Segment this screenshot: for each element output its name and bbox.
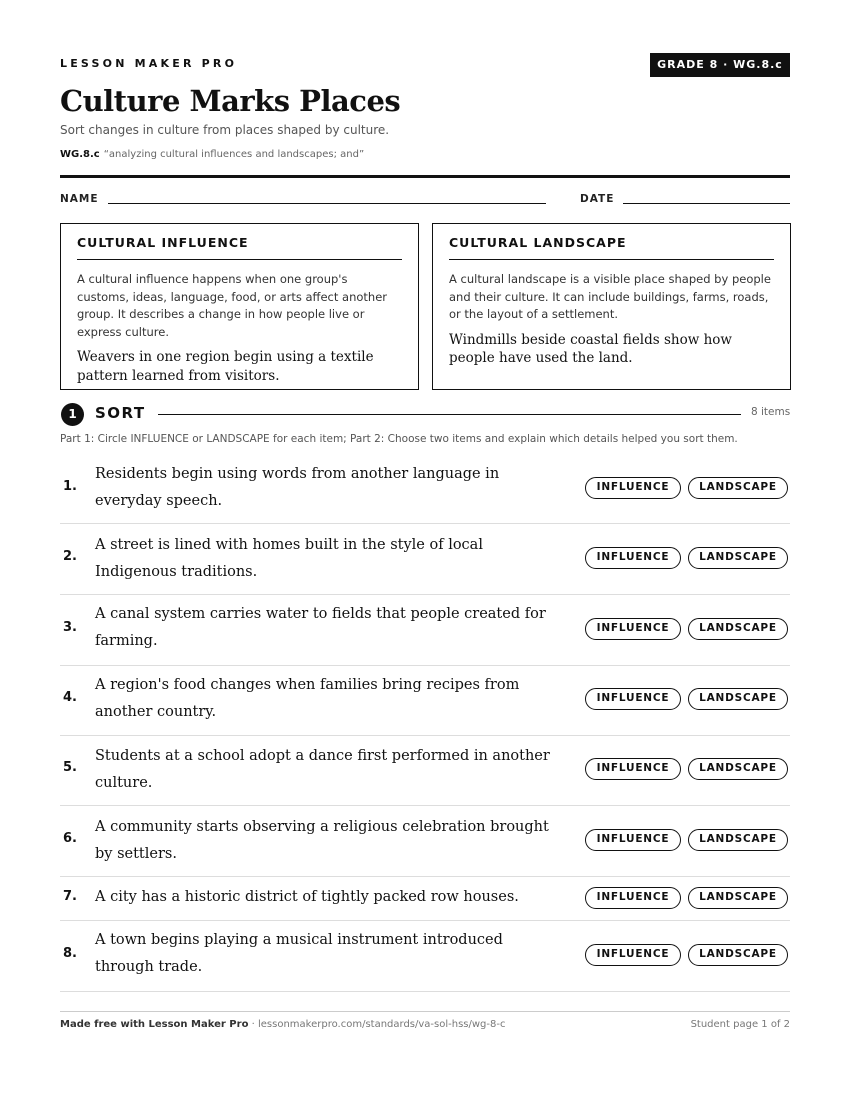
sort-item-8 [60,921,790,992]
item-number: 4. [63,690,77,705]
name-label: NAME [60,193,99,205]
footer-credit [60,1019,505,1030]
influence-option[interactable]: INFLUENCE [585,547,681,569]
item-number: 6. [63,831,77,846]
influence-option[interactable]: INFLUENCE [585,688,681,710]
landscape-option[interactable]: LANDSCAPE [688,829,788,851]
footer-url[interactable]: lessonmakerpro.com/standards/va-sol-hss/wg-8-c [257,1019,506,1030]
card-example: Windmills beside coastal fields show how people have used the land. [449,331,732,366]
influence-option[interactable]: INFLUENCE [585,618,681,640]
landscape-option[interactable]: LANDSCAPE [688,688,788,710]
item-text: Residents begin using words from another language in everyday speech. [95,466,500,509]
influence-option[interactable]: INFLUENCE [585,887,681,909]
item-number: 1. [63,479,77,494]
standard-text: “analyzing cultural influences and landscapes; and” [103,149,365,160]
item-text: A canal system carries water to fields that people created for farming. [95,606,546,649]
card-cultural-landscape [432,223,791,390]
standard-code: WG.8.c [60,149,100,160]
item-text: Students at a school adopt a dance first performed in another culture. [95,748,550,791]
landscape-option[interactable]: LANDSCAPE [688,944,788,966]
page-title: Culture Marks Places [60,84,401,118]
item-text: A street is lined with homes built in the style of local Indigenous traditions. [95,537,483,580]
footer-separator: · [248,1019,258,1030]
standard-reference [60,149,364,160]
item-text: A town begins playing a musical instrument introduced through trade. [95,932,503,975]
card-description: A cultural influence happens when one group's customs, ideas, language, food, or arts affect another group. It describes a change in how people live or express culture. [77,272,388,339]
sort-item-5 [60,736,790,806]
sort-item-1 [60,458,790,524]
footer-divider [60,1011,790,1012]
section-number-badge: 1 [61,403,84,426]
sort-item-3 [60,595,790,666]
item-text: A community starts observing a religious celebration brought by settlers. [95,819,549,862]
item-number: 5. [63,760,77,775]
item-number: 7. [63,889,77,904]
influence-option[interactable]: INFLUENCE [585,477,681,499]
section-instructions: Part 1: Circle INFLUENCE or LANDSCAPE for each item; Part 2: Choose two items and explain which details helped you sort them. [60,433,738,445]
influence-option[interactable]: INFLUENCE [585,829,681,851]
header-divider [60,175,790,178]
sort-item-7 [60,877,790,921]
card-title: CULTURAL INFLUENCE [77,235,402,260]
influence-option[interactable]: INFLUENCE [585,758,681,780]
item-number: 3. [63,620,77,635]
landscape-option[interactable]: LANDSCAPE [688,618,788,640]
footer-made-with: Made free with Lesson Maker Pro [60,1019,249,1030]
sort-item-2 [60,524,790,595]
card-cultural-influence [60,223,419,390]
page-subtitle: Sort changes in culture from places shaped by culture. [60,123,390,137]
name-write-line[interactable] [108,203,546,204]
influence-option[interactable]: INFLUENCE [585,944,681,966]
footer-page-number: Student page 1 of 2 [690,1019,790,1030]
landscape-option[interactable]: LANDSCAPE [688,547,788,569]
date-write-line[interactable] [623,203,790,204]
date-label: DATE [580,193,615,205]
sort-item-4 [60,666,790,736]
item-text: A region's food changes when families bring recipes from another country. [95,677,520,720]
item-number: 8. [63,946,77,961]
section-item-count: 8 items [751,406,791,418]
section-title: SORT [95,404,146,422]
grade-badge: GRADE 8 · WG.8.c [650,53,790,77]
landscape-option[interactable]: LANDSCAPE [688,477,788,499]
card-title: CULTURAL LANDSCAPE [449,235,774,260]
section-divider [158,414,741,415]
landscape-option[interactable]: LANDSCAPE [688,758,788,780]
item-text: A city has a historic district of tightly packed row houses. [95,889,519,905]
sort-item-6 [60,806,790,877]
landscape-option[interactable]: LANDSCAPE [688,887,788,909]
brand-name: LESSON MAKER PRO [60,57,238,70]
card-description: A cultural landscape is a visible place shaped by people and their culture. It can include buildings, farms, roads, or the layout of a settlement. [449,272,771,321]
card-example: Weavers in one region begin using a textile pattern learned from visitors. [77,349,374,384]
item-number: 2. [63,549,77,564]
